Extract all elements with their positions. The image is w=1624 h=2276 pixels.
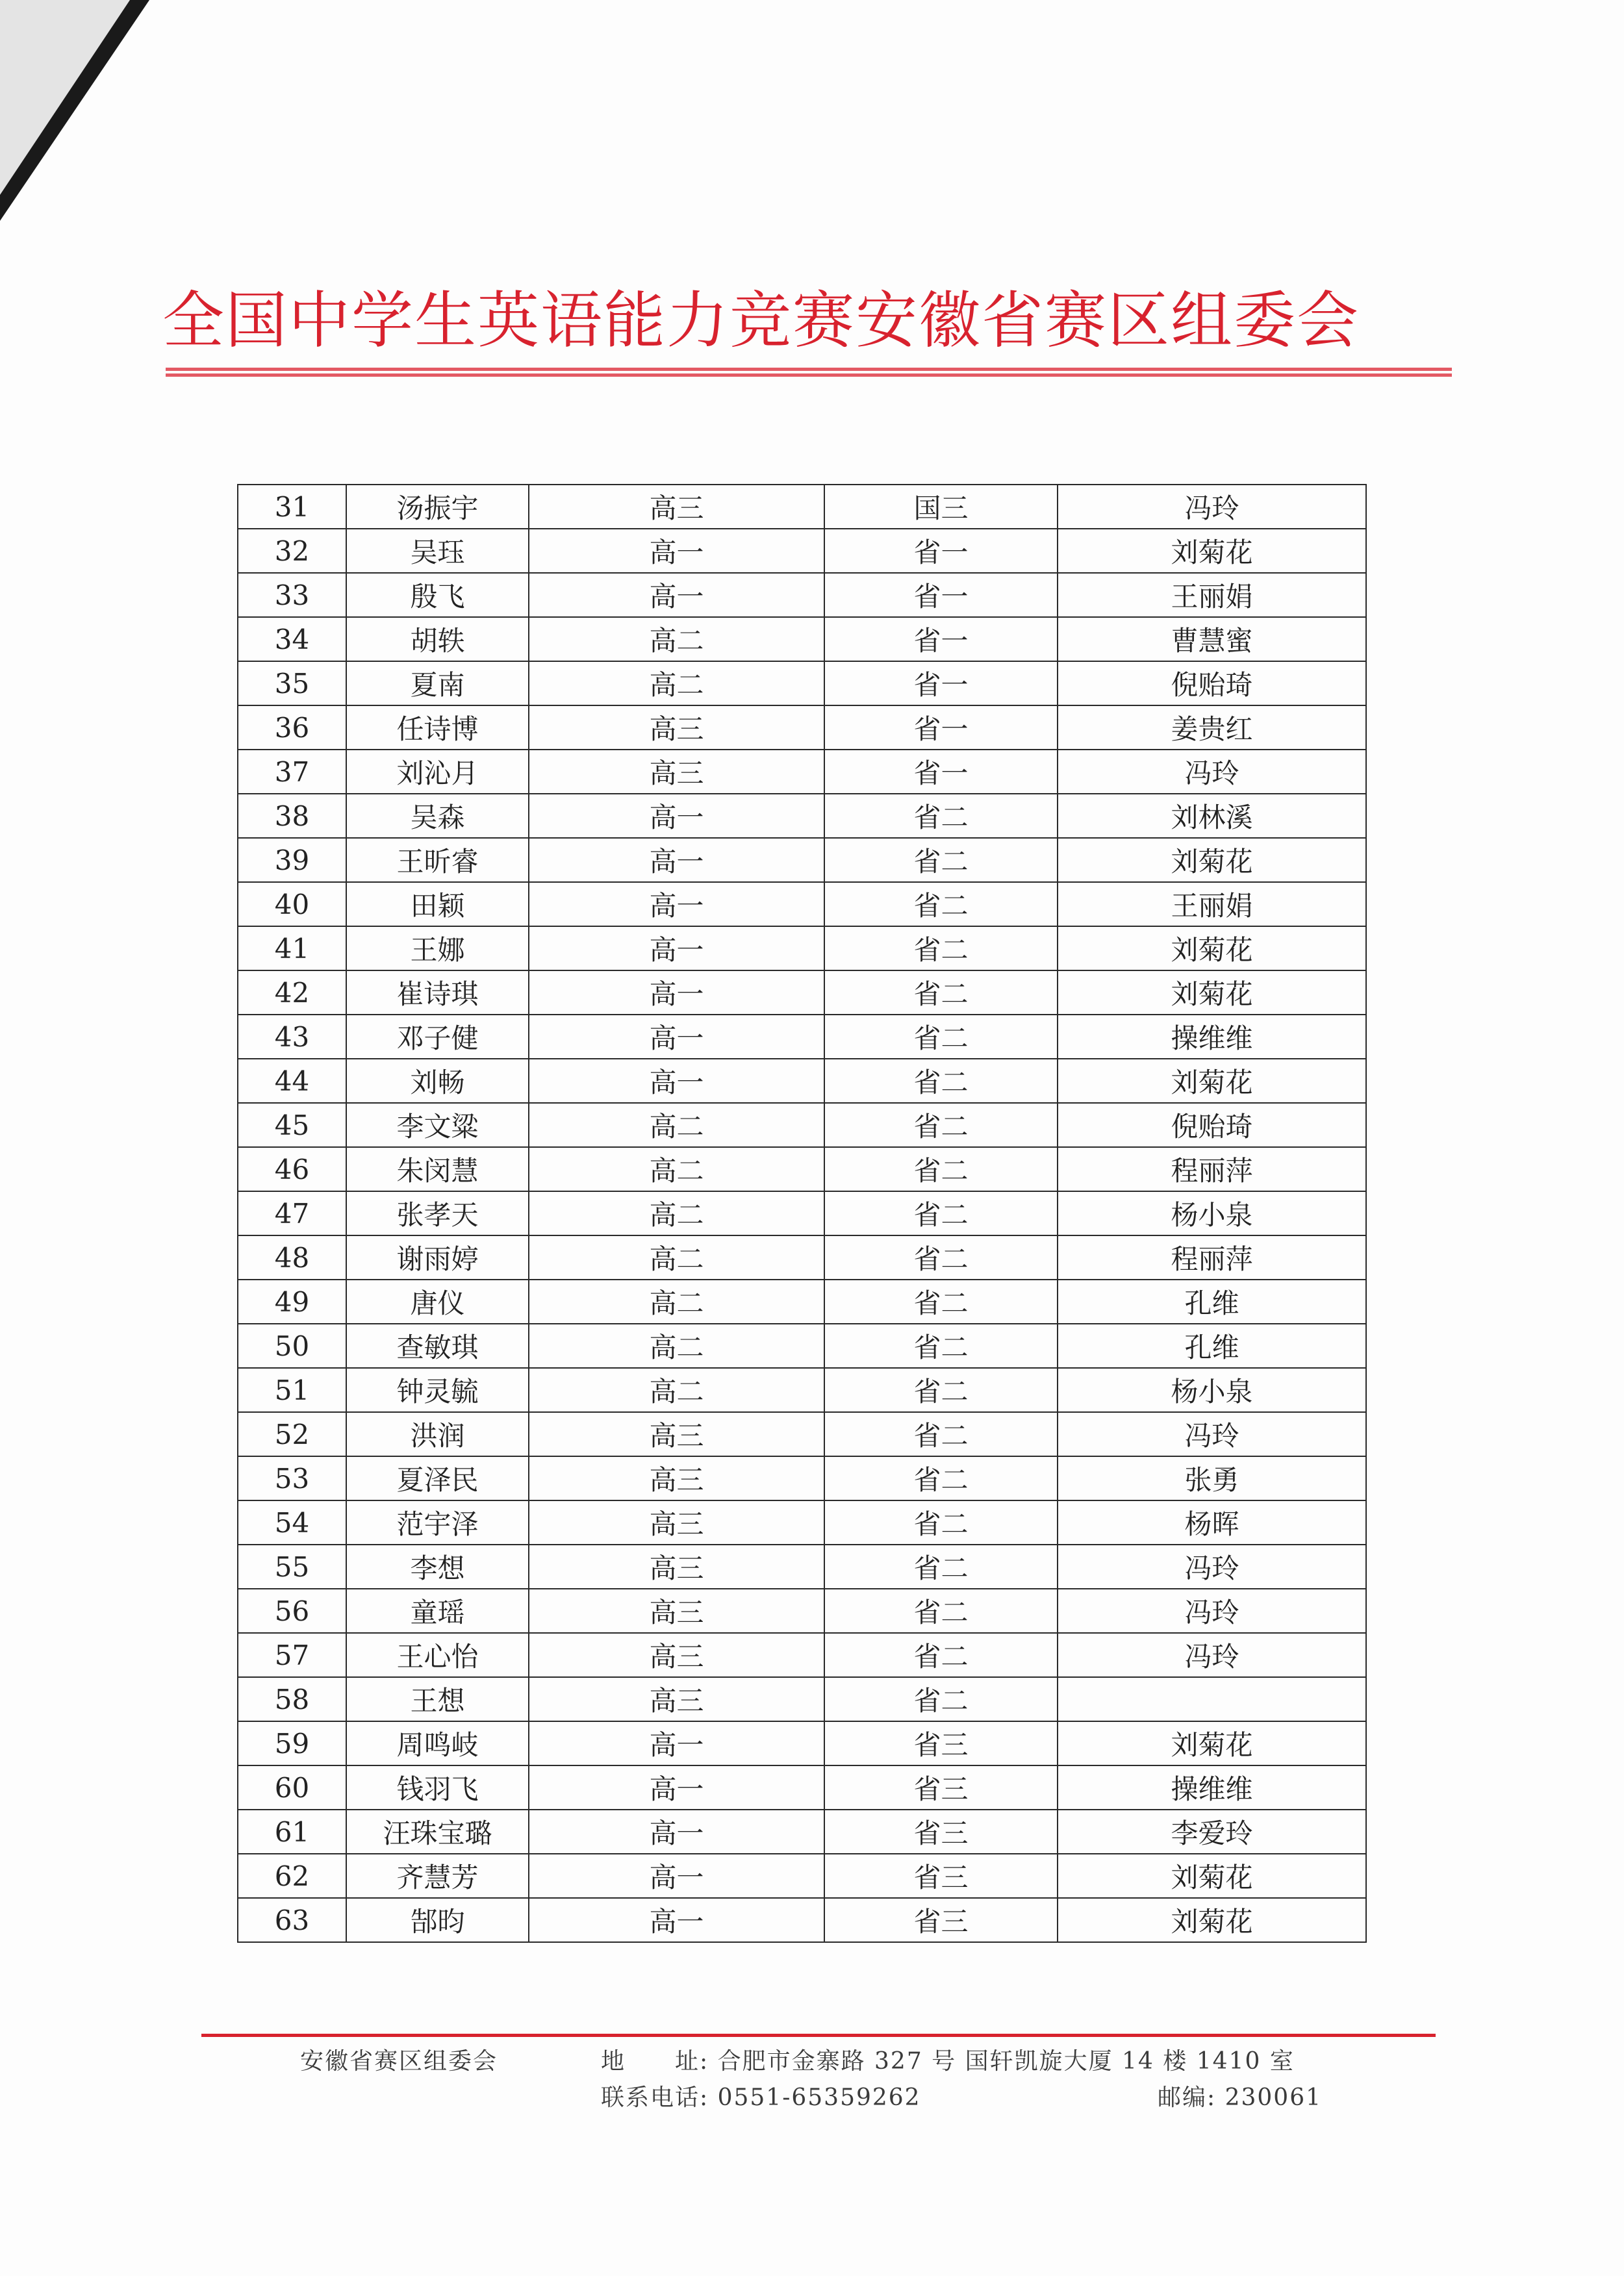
- cell-teacher: 刘菊花: [1058, 1898, 1366, 1942]
- cell-award-level: 省二: [824, 1191, 1058, 1235]
- cell-award-level: 省二: [824, 1280, 1058, 1324]
- cell-number: 37: [238, 750, 346, 794]
- cell-student-name: 郜昀: [346, 1898, 529, 1942]
- cell-grade: 高一: [529, 1810, 824, 1854]
- table-row: [238, 1633, 1366, 1677]
- footer: [0, 2043, 1624, 2121]
- table-row: [238, 794, 1366, 838]
- cell-grade: 高二: [529, 1147, 824, 1191]
- cell-student-name: 田颖: [346, 882, 529, 926]
- cell-grade: 高二: [529, 1324, 824, 1368]
- cell-award-level: 省一: [824, 750, 1058, 794]
- cell-student-name: 朱闵慧: [346, 1147, 529, 1191]
- cell-award-level: 省二: [824, 1015, 1058, 1059]
- cell-award-level: 省一: [824, 661, 1058, 705]
- cell-teacher: 刘菊花: [1058, 838, 1366, 882]
- cell-student-name: 周鸣岐: [346, 1721, 529, 1765]
- cell-grade: 高一: [529, 1765, 824, 1810]
- cell-number: 31: [238, 485, 346, 529]
- cell-teacher: 倪贻琦: [1058, 661, 1366, 705]
- cell-award-level: 省三: [824, 1765, 1058, 1810]
- cell-number: 44: [238, 1059, 346, 1103]
- cell-student-name: 崔诗琪: [346, 970, 529, 1015]
- cell-teacher: 孔维: [1058, 1280, 1366, 1324]
- cell-number: 35: [238, 661, 346, 705]
- cell-award-level: 省一: [824, 705, 1058, 750]
- cell-award-level: 省三: [824, 1810, 1058, 1854]
- cell-teacher: 倪贻琦: [1058, 1103, 1366, 1147]
- cell-number: 41: [238, 926, 346, 970]
- cell-number: 47: [238, 1191, 346, 1235]
- cell-teacher: 刘菊花: [1058, 1059, 1366, 1103]
- cell-number: 46: [238, 1147, 346, 1191]
- table-row: [238, 1456, 1366, 1500]
- cell-teacher: 冯玲: [1058, 1412, 1366, 1456]
- folded-corner: [0, 0, 130, 195]
- table-row: [238, 1589, 1366, 1633]
- cell-number: 32: [238, 529, 346, 573]
- cell-award-level: 国三: [824, 485, 1058, 529]
- cell-teacher: 孔维: [1058, 1324, 1366, 1368]
- cell-number: 62: [238, 1854, 346, 1898]
- table-row: [238, 529, 1366, 573]
- award-table-body: [238, 485, 1366, 1942]
- cell-number: 54: [238, 1500, 346, 1545]
- cell-number: 50: [238, 1324, 346, 1368]
- cell-award-level: 省二: [824, 1103, 1058, 1147]
- cell-student-name: 邓子健: [346, 1015, 529, 1059]
- cell-student-name: 齐慧芳: [346, 1854, 529, 1898]
- cell-student-name: 唐仪: [346, 1280, 529, 1324]
- cell-grade: 高二: [529, 1103, 824, 1147]
- table-row: [238, 1280, 1366, 1324]
- cell-grade: 高二: [529, 1280, 824, 1324]
- cell-grade: 高一: [529, 794, 824, 838]
- table-row: [238, 1765, 1366, 1810]
- cell-student-name: 吴森: [346, 794, 529, 838]
- table-row: [238, 617, 1366, 661]
- cell-grade: 高三: [529, 485, 824, 529]
- table-row: [238, 1721, 1366, 1765]
- cell-student-name: 汪珠宝璐: [346, 1810, 529, 1854]
- cell-student-name: 夏南: [346, 661, 529, 705]
- cell-award-level: 省二: [824, 970, 1058, 1015]
- table-row: [238, 750, 1366, 794]
- cell-number: 33: [238, 573, 346, 617]
- table-row: [238, 705, 1366, 750]
- cell-award-level: 省二: [824, 1412, 1058, 1456]
- cell-student-name: 胡轶: [346, 617, 529, 661]
- cell-student-name: 汤振宇: [346, 485, 529, 529]
- cell-number: 40: [238, 882, 346, 926]
- cell-student-name: 张孝天: [346, 1191, 529, 1235]
- cell-student-name: 吴珏: [346, 529, 529, 573]
- cell-grade: 高三: [529, 1412, 824, 1456]
- cell-number: 49: [238, 1280, 346, 1324]
- cell-award-level: 省二: [824, 1147, 1058, 1191]
- cell-award-level: 省二: [824, 926, 1058, 970]
- cell-grade: 高一: [529, 529, 824, 573]
- cell-teacher: 冯玲: [1058, 1633, 1366, 1677]
- footer-postcode: 邮编: 230061: [1158, 2084, 1322, 2111]
- cell-number: 34: [238, 617, 346, 661]
- cell-award-level: 省一: [824, 617, 1058, 661]
- cell-teacher: 刘菊花: [1058, 1854, 1366, 1898]
- cell-teacher: 姜贵红: [1058, 705, 1366, 750]
- table-row: [238, 573, 1366, 617]
- table-row: [238, 838, 1366, 882]
- table-row: [238, 1368, 1366, 1412]
- cell-student-name: 殷飞: [346, 573, 529, 617]
- cell-grade: 高一: [529, 1854, 824, 1898]
- cell-number: 58: [238, 1677, 346, 1721]
- cell-teacher: 程丽萍: [1058, 1235, 1366, 1280]
- cell-award-level: 省二: [824, 838, 1058, 882]
- cell-teacher: 杨小泉: [1058, 1368, 1366, 1412]
- cell-grade: 高一: [529, 1015, 824, 1059]
- table-row: [238, 926, 1366, 970]
- cell-number: 55: [238, 1545, 346, 1589]
- table-row: [238, 970, 1366, 1015]
- cell-teacher: 冯玲: [1058, 750, 1366, 794]
- cell-student-name: 王心怡: [346, 1633, 529, 1677]
- cell-award-level: 省二: [824, 1059, 1058, 1103]
- table-row: [238, 661, 1366, 705]
- cell-number: 52: [238, 1412, 346, 1456]
- table-row: [238, 1677, 1366, 1721]
- cell-award-level: 省二: [824, 794, 1058, 838]
- table-row: [238, 882, 1366, 926]
- cell-award-level: 省一: [824, 573, 1058, 617]
- cell-award-level: 省二: [824, 1677, 1058, 1721]
- cell-grade: 高三: [529, 1500, 824, 1545]
- footer-phone: 联系电话: 0551-65359262: [601, 2084, 921, 2111]
- table-row: [238, 485, 1366, 529]
- cell-teacher: 刘菊花: [1058, 529, 1366, 573]
- cell-award-level: 省二: [824, 1235, 1058, 1280]
- cell-student-name: 钱羽飞: [346, 1765, 529, 1810]
- cell-teacher: 王丽娟: [1058, 882, 1366, 926]
- cell-teacher: 刘菊花: [1058, 970, 1366, 1015]
- table-row: [238, 1854, 1366, 1898]
- table-row: [238, 1147, 1366, 1191]
- cell-award-level: 省三: [824, 1721, 1058, 1765]
- table-row: [238, 1810, 1366, 1854]
- cell-number: 56: [238, 1589, 346, 1633]
- cell-award-level: 省二: [824, 1633, 1058, 1677]
- table-row: [238, 1500, 1366, 1545]
- cell-number: 45: [238, 1103, 346, 1147]
- cell-teacher: 操维维: [1058, 1765, 1366, 1810]
- cell-number: 36: [238, 705, 346, 750]
- cell-teacher: 冯玲: [1058, 485, 1366, 529]
- cell-grade: 高二: [529, 1235, 824, 1280]
- cell-student-name: 查敏琪: [346, 1324, 529, 1368]
- cell-student-name: 钟灵毓: [346, 1368, 529, 1412]
- award-table: [237, 484, 1367, 1943]
- table-row: [238, 1103, 1366, 1147]
- cell-teacher: 冯玲: [1058, 1545, 1366, 1589]
- cell-grade: 高一: [529, 573, 824, 617]
- cell-grade: 高三: [529, 750, 824, 794]
- cell-teacher: [1058, 1677, 1366, 1721]
- cell-student-name: 刘沁月: [346, 750, 529, 794]
- cell-number: 60: [238, 1765, 346, 1810]
- cell-student-name: 李想: [346, 1545, 529, 1589]
- cell-teacher: 杨晖: [1058, 1500, 1366, 1545]
- cell-grade: 高二: [529, 661, 824, 705]
- cell-teacher: 曹慧蜜: [1058, 617, 1366, 661]
- cell-grade: 高三: [529, 1589, 824, 1633]
- cell-student-name: 李文粱: [346, 1103, 529, 1147]
- cell-teacher: 操维维: [1058, 1015, 1366, 1059]
- cell-number: 42: [238, 970, 346, 1015]
- cell-number: 61: [238, 1810, 346, 1854]
- cell-number: 38: [238, 794, 346, 838]
- footer-rule: [201, 2034, 1436, 2037]
- table-row: [238, 1324, 1366, 1368]
- table-row: [238, 1015, 1366, 1059]
- cell-grade: 高一: [529, 882, 824, 926]
- cell-teacher: 刘林溪: [1058, 794, 1366, 838]
- cell-student-name: 王娜: [346, 926, 529, 970]
- cell-grade: 高二: [529, 1368, 824, 1412]
- cell-award-level: 省三: [824, 1854, 1058, 1898]
- cell-grade: 高三: [529, 1677, 824, 1721]
- cell-award-level: 省二: [824, 1545, 1058, 1589]
- cell-student-name: 任诗博: [346, 705, 529, 750]
- cell-grade: 高二: [529, 617, 824, 661]
- cell-teacher: 刘菊花: [1058, 1721, 1366, 1765]
- cell-teacher: 杨小泉: [1058, 1191, 1366, 1235]
- table-row: [238, 1191, 1366, 1235]
- table-row: [238, 1545, 1366, 1589]
- cell-teacher: 程丽萍: [1058, 1147, 1366, 1191]
- cell-number: 51: [238, 1368, 346, 1412]
- cell-grade: 高一: [529, 926, 824, 970]
- cell-teacher: 李爱玲: [1058, 1810, 1366, 1854]
- footer-org: 安徽省赛区组委会: [300, 2048, 498, 2075]
- table-row: [238, 1235, 1366, 1280]
- cell-grade: 高三: [529, 1633, 824, 1677]
- cell-grade: 高三: [529, 1545, 824, 1589]
- cell-student-name: 王昕睿: [346, 838, 529, 882]
- cell-number: 63: [238, 1898, 346, 1942]
- cell-grade: 高三: [529, 705, 824, 750]
- cell-number: 59: [238, 1721, 346, 1765]
- cell-student-name: 洪润: [346, 1412, 529, 1456]
- cell-grade: 高三: [529, 1456, 824, 1500]
- footer-address: 地 址: 合肥市金寨路 327 号 国轩凯旋大厦 14 楼 1410 室: [601, 2048, 1295, 2075]
- cell-grade: 高一: [529, 970, 824, 1015]
- cell-teacher: 冯玲: [1058, 1589, 1366, 1633]
- cell-award-level: 省二: [824, 1456, 1058, 1500]
- cell-award-level: 省二: [824, 1500, 1058, 1545]
- cell-grade: 高一: [529, 1721, 824, 1765]
- cell-award-level: 省三: [824, 1898, 1058, 1942]
- table-row: [238, 1898, 1366, 1942]
- cell-number: 48: [238, 1235, 346, 1280]
- cell-student-name: 范宇泽: [346, 1500, 529, 1545]
- table-row: [238, 1059, 1366, 1103]
- cell-student-name: 夏泽民: [346, 1456, 529, 1500]
- cell-student-name: 刘畅: [346, 1059, 529, 1103]
- cell-teacher: 刘菊花: [1058, 926, 1366, 970]
- letterhead-double-rule: [166, 368, 1452, 377]
- cell-number: 53: [238, 1456, 346, 1500]
- cell-award-level: 省一: [824, 529, 1058, 573]
- cell-number: 57: [238, 1633, 346, 1677]
- cell-award-level: 省二: [824, 882, 1058, 926]
- cell-teacher: 张勇: [1058, 1456, 1366, 1500]
- table-row: [238, 1412, 1366, 1456]
- cell-student-name: 童瑶: [346, 1589, 529, 1633]
- cell-grade: 高一: [529, 1898, 824, 1942]
- cell-teacher: 王丽娟: [1058, 573, 1366, 617]
- letterhead-title: 全国中学生英语能力竞赛安徽省赛区组委会: [162, 285, 1360, 357]
- cell-award-level: 省二: [824, 1324, 1058, 1368]
- cell-award-level: 省二: [824, 1589, 1058, 1633]
- cell-student-name: 王想: [346, 1677, 529, 1721]
- cell-grade: 高一: [529, 1059, 824, 1103]
- cell-number: 39: [238, 838, 346, 882]
- cell-grade: 高一: [529, 838, 824, 882]
- cell-student-name: 谢雨婷: [346, 1235, 529, 1280]
- cell-grade: 高二: [529, 1191, 824, 1235]
- cell-number: 43: [238, 1015, 346, 1059]
- cell-award-level: 省二: [824, 1368, 1058, 1412]
